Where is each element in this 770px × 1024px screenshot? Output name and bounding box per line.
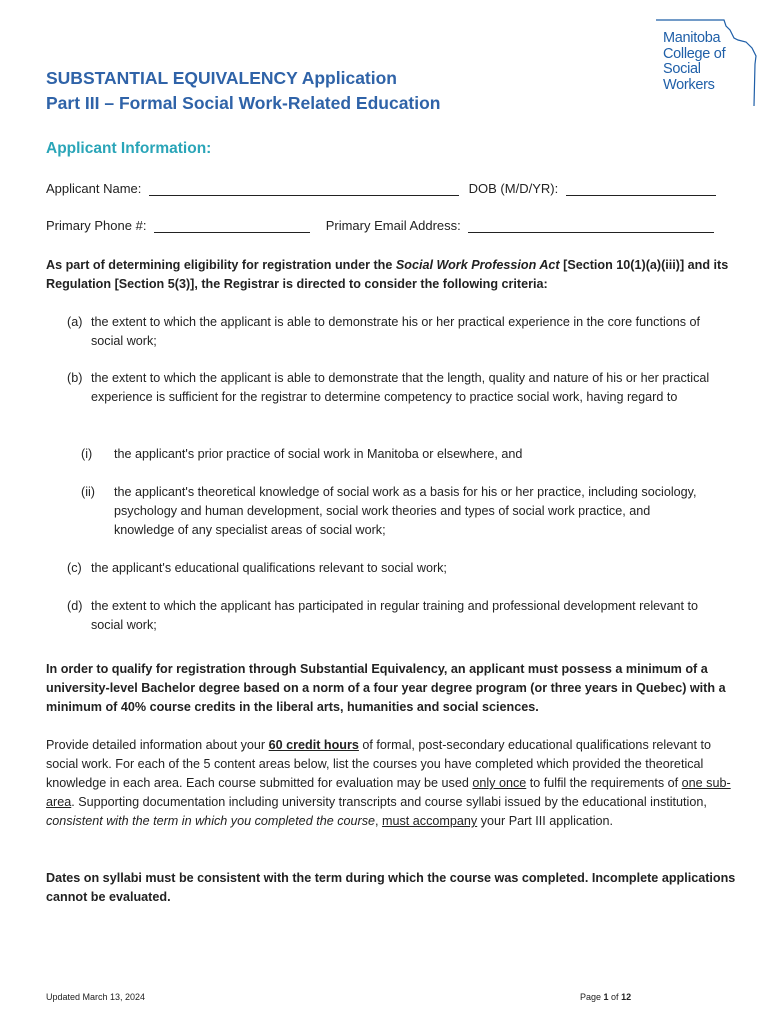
logo-line: Workers [663,76,715,93]
details-text: to fulfil the requirements of [526,776,682,790]
dates-note: Dates on syllabi must be consistent with the term during which the course was completed. Incomplete applications cannot be evaluated. [46,871,736,904]
phone-label: Primary Phone #: [46,218,147,233]
details-paragraph [46,736,736,831]
criterion-a [67,313,717,351]
applicant-name-field[interactable] [149,181,459,196]
footer-updated-date: Updated March 13, 2024 [46,992,146,1002]
page-title: SUBSTANTIAL EQUIVALENCY Application [46,68,397,88]
criterion-text: the applicant's educational qualifications relevant to social work; [91,561,447,575]
must-accompany-emphasis: must accompany [382,814,478,828]
details-text: of formal, post-secondary educational qualifications relevant to social work. For each of the 5 content areas below, list the courses you have completed which provided the theoretical knowledge in each area. Each course submitted for evaluation may be used [46,738,712,790]
intro-text-2: [Section 10(1)(a)(iii)] and its Regulation [Section 5(3)], the Registrar is directed to consider the following criteria: [46,258,729,291]
criterion-d [67,597,717,635]
credit-hours-emphasis: 60 credit hours [268,738,359,752]
applicant-info-heading: Applicant Information: [46,140,212,157]
criterion-text: the extent to which the applicant is able to demonstrate his or her practical experience in the core functions of social work; [91,315,701,348]
list-marker: (ii) [81,485,95,499]
details-text: Provide detailed information about your [46,738,269,752]
act-name: Social Work Profession Act [395,258,560,272]
dob-field[interactable] [566,181,716,196]
criterion-text: the applicant's theoretical knowledge of social work as a basis for his or her practice, including sociology, psychology and human development, social work theories and types of social work practice, and knowledge of any specialist areas of social work; [114,485,697,537]
list-marker: (b) [67,371,83,385]
page-word: Page [580,992,604,1002]
logo-wordmark [663,31,725,93]
details-text: your Part III application. [477,814,614,828]
footer-page-number [580,992,631,1002]
page-subtitle: Part III – Formal Social Work-Related Education [46,93,441,113]
intro-text-1: As part of determining eligibility for registration under the [46,258,396,272]
phone-field[interactable] [154,218,310,233]
dob-label: DOB (M/D/YR): [468,181,559,196]
criterion-text: the extent to which the applicant has participated in regular training and professional development relevant to social work; [91,599,698,632]
college-logo [650,18,762,108]
page-current: 1 [603,992,609,1002]
only-once-emphasis: only once [472,776,527,790]
phone-email-row [46,218,714,233]
details-text: , [375,814,382,828]
details-text: . Supporting documentation including university transcripts and course syllabi issued by the educational institution, [71,795,707,809]
page-total: 12 [621,992,632,1002]
of-word: of [608,992,622,1002]
criterion-text: the applicant's prior practice of social work in Manitoba or elsewhere, and [114,447,523,461]
list-marker: (d) [67,599,83,613]
list-marker: (c) [67,561,82,575]
criterion-b-ii [81,483,721,540]
email-label: Primary Email Address: [325,218,461,233]
list-marker: (i) [81,447,93,461]
criterion-b-i [81,445,721,464]
name-dob-row [46,181,716,196]
applicant-name-label: Applicant Name: [46,181,142,196]
list-marker: (a) [67,315,83,329]
consistent-term-emphasis: consistent with the term in which you completed the course [46,814,375,828]
criterion-b [67,369,717,407]
intro-paragraph [46,256,736,294]
qualification-paragraph: In order to qualify for registration through Substantial Equivalency, an applicant must possess a minimum of a university-level Bachelor degree based on a norm of a four year degree program (or three years in Quebec) with a minimum of 40% course credits in the liberal arts, humanities and social sciences. [46,662,726,714]
logo-line: College of [663,45,726,62]
one-sub-area-emphasis: one sub-area [46,776,731,809]
logo-line: Manitoba [663,30,721,46]
logo-line: Social [663,61,701,77]
criterion-text: the extent to which the applicant is able to demonstrate that the length, quality and nature of his or her practical experience is sufficient for the registrar to determine competency to practice social work, having regard to [91,371,710,404]
email-field[interactable] [468,218,714,233]
criterion-c [67,559,717,578]
